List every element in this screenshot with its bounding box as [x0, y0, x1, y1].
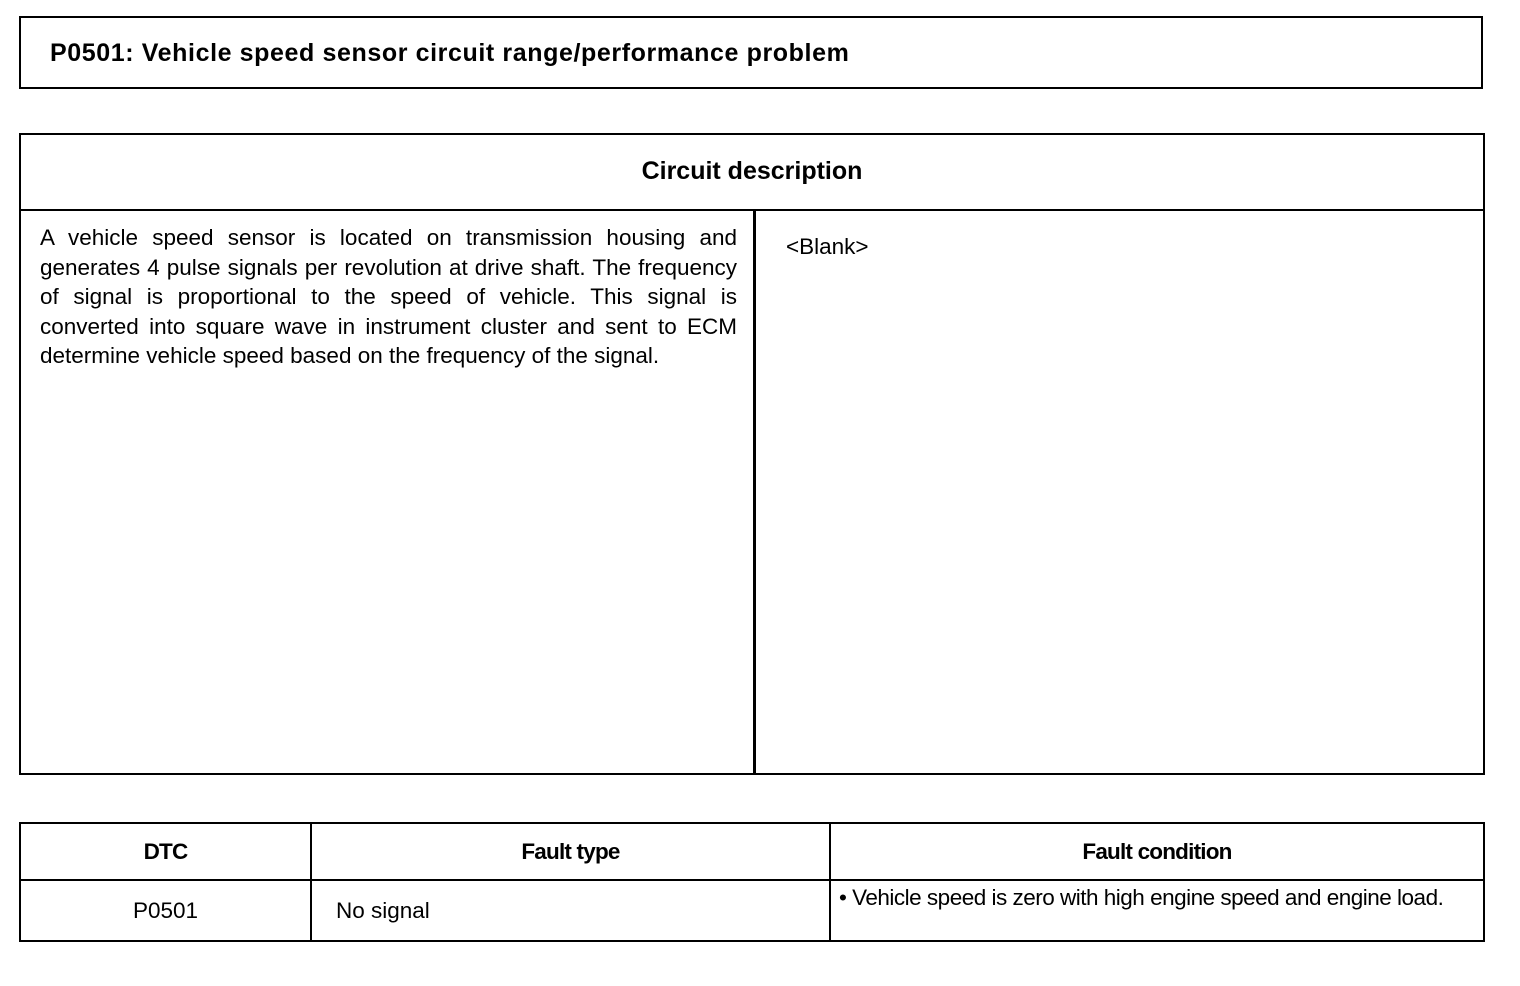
column-divider — [753, 211, 756, 773]
fault-type-column-header: Fault type — [311, 823, 830, 880]
fault-condition-cell: • Vehicle speed is zero with high engine speed and engine load. — [830, 880, 1484, 941]
title-box — [19, 16, 1483, 89]
circuit-diagram-placeholder: <Blank> — [786, 234, 869, 259]
circuit-description-text: A vehicle speed sensor is located on transmission housing and generates 4 pulse signals per revolution at drive shaft. The frequency of signal is proportional to the speed of vehicle. This signal is converted into square wave in instrument cluster and sent to ECM determine vehicle speed based on the frequency of the signal. — [40, 225, 737, 369]
table-row — [20, 880, 1484, 941]
dtc-column-header: DTC — [20, 823, 311, 880]
fault-condition-column-header: Fault condition — [830, 823, 1484, 880]
circuit-description-header: Circuit description — [21, 135, 1483, 211]
table-header-row — [20, 823, 1484, 880]
dtc-table — [19, 822, 1485, 942]
page-title: P0501: Vehicle speed sensor circuit range/performance problem — [50, 39, 850, 67]
circuit-description-box — [19, 133, 1485, 775]
dtc-code-cell: P0501 — [20, 880, 311, 941]
fault-type-cell: No signal — [311, 880, 830, 941]
